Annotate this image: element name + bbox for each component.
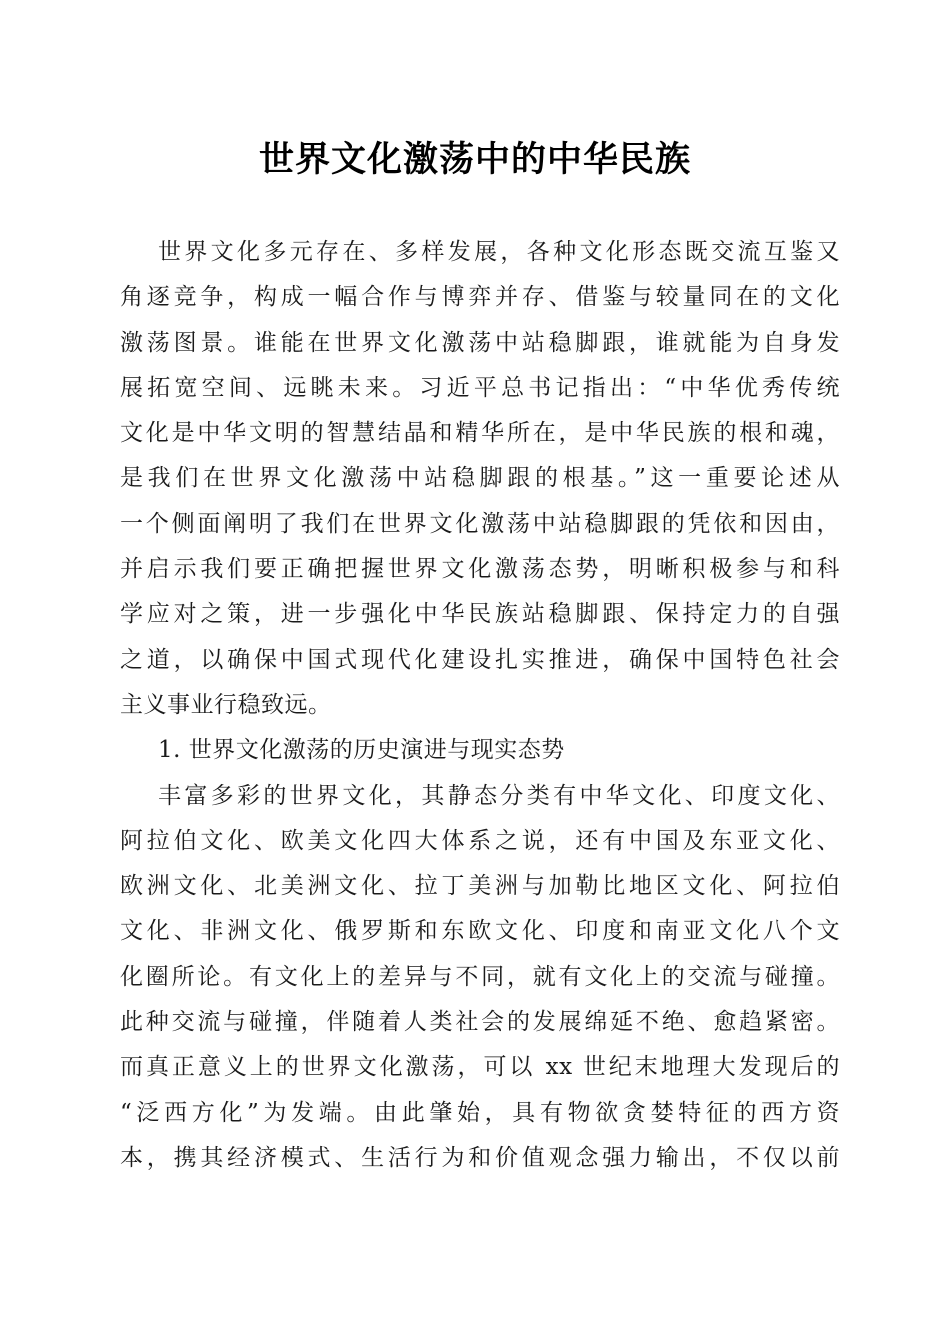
paragraph-1-line-2: 角逐竞争，构成一幅合作与博弈并存、借鉴与较量同在的文化 — [120, 284, 840, 311]
paragraph-2-line-7: 而真正意义上的世界文化激荡，可以 xx 世纪末地理大发现后的 — [120, 1054, 840, 1081]
paragraph-2-line-8: “泛西方化”为发端。由此肇始，具有物欲贪婪特征的西方资 — [120, 1099, 840, 1126]
paragraph-1-line-9: 学应对之策，进一步强化中华民族站稳脚跟、保持定力的自强 — [120, 601, 840, 628]
document-title: 世界文化激荡中的中华民族 — [258, 139, 691, 180]
document-body — [120, 230, 840, 1181]
paragraph-2-line-3: 欧洲文化、北美洲文化、拉丁美洲与加勒比地区文化、阿拉伯 — [120, 873, 840, 900]
paragraph-1-line-10: 之道，以确保中国式现代化建设扎实推进，确保中国特色社会 — [120, 646, 840, 673]
paragraph-2-line-5: 化圈所论。有文化上的差异与不同，就有文化上的交流与碰撞。 — [120, 963, 840, 990]
paragraph-2-line-6: 此种交流与碰撞，伴随着人类社会的发展绵延不绝、愈趋紧密。 — [120, 1009, 840, 1036]
paragraph-1-line-7: 一个侧面阐明了我们在世界文化激荡中站稳脚跟的凭依和因由， — [120, 510, 840, 537]
section-heading: 1. 世界文化激荡的历史演进与现实态势 — [158, 737, 565, 764]
paragraph-1-line-6: 是我们在世界文化激荡中站稳脚跟的根基。”这一重要论述从 — [120, 465, 840, 492]
paragraph-1-line-8: 并启示我们要正确把握世界文化激荡态势，明晰积极参与和科 — [120, 556, 840, 583]
paragraph-2-line-4: 文化、非洲文化、俄罗斯和东欧文化、印度和南亚文化八个文 — [120, 918, 840, 945]
paragraph-2-line-9: 本，携其经济模式、生活行为和价值观念强力输出，不仅以前 — [120, 1144, 840, 1171]
paragraph-1-line-11: 主义事业行稳致远。 — [120, 691, 332, 718]
paragraph-2-line-1: 丰富多彩的世界文化，其静态分类有中华文化、印度文化、 — [158, 782, 840, 809]
paragraph-1-line-1: 世界文化多元存在、多样发展，各种文化形态既交流互鉴又 — [158, 239, 840, 265]
paragraph-1-line-3: 激荡图景。谁能在世界文化激荡中站稳脚跟，谁就能为自身发 — [120, 329, 840, 356]
paragraph-2-line-2: 阿拉伯文化、欧美文化四大体系之说，还有中国及东亚文化、 — [120, 827, 840, 854]
paragraph-1-line-5: 文化是中华文明的智慧结晶和精华所在，是中华民族的根和魂， — [120, 420, 840, 447]
paragraph-1-line-4: 展拓宽空间、远眺未来。习近平总书记指出：“中华优秀传统 — [120, 374, 840, 401]
